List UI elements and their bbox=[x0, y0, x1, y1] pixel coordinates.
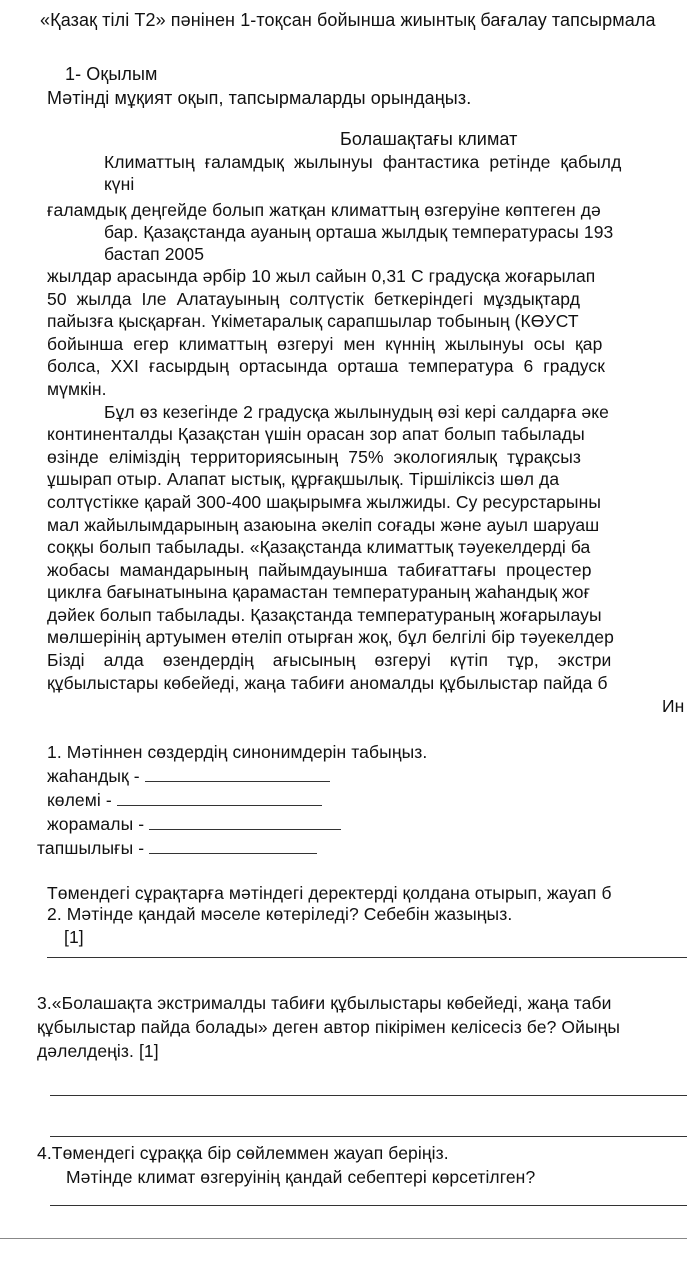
page-bottom-divider bbox=[0, 1238, 687, 1239]
q1-word bbox=[37, 837, 317, 859]
questions-intro: Төмендегі сұрақтарға мәтіндегі деректерді қолдана отырып, жауап б bbox=[47, 883, 612, 903]
text-line: Бұл өз кезегінде 2 градусқа жылынудың өзі кері салдарға әке bbox=[104, 402, 609, 422]
text-line: бастап 2005 bbox=[104, 244, 205, 264]
q3-answer-line[interactable] bbox=[50, 1136, 687, 1137]
answer-blank[interactable] bbox=[117, 789, 322, 806]
text-line: 50 жылда Іле Алатауының солтүстік беткеріндегі мұздықтард bbox=[47, 289, 581, 309]
q1-word-label: жорамалы - bbox=[47, 814, 145, 834]
text-line: мөлшерінің артуымен өтеліп отырған жоқ, бұл белгілі бір тәуекелдер bbox=[47, 627, 614, 647]
q4-prompt-line: Мәтінде климат өзгеруінің қандай себептері көрсетілген? bbox=[66, 1167, 536, 1187]
q3-answer-line[interactable] bbox=[50, 1095, 687, 1096]
q3-prompt-line: құбылыстар пайда болады» деген автор пікірімен келісесіз бе? Ойыңы bbox=[37, 1017, 621, 1037]
text-line: мүмкін. bbox=[47, 379, 107, 399]
q1-prompt: 1. Мәтіннен сөздердің синонимдерін табыңыз. bbox=[47, 742, 428, 762]
text-line: ұшырап отыр. Алапат ыстық, құрғақшылық. Тіршіліксіз шөл да bbox=[47, 469, 560, 489]
text-line: болса, ХХІ ғасырдың ортасында орташа температура 6 градуск bbox=[47, 356, 606, 376]
text-line: соққы болып табылады. «Қазақстанда климаттық тәуекелдерді ба bbox=[47, 537, 591, 557]
q1-word-label: тапшылығы - bbox=[37, 838, 145, 858]
text-line: пайызға қысқарған. Үкіметаралық сарапшылар тобының (КӨУСТ bbox=[47, 311, 579, 331]
text-line: ғаламдық деңгейде болып жатқан климаттың өзгеруіне көптеген дә bbox=[47, 200, 601, 220]
text-line: бойынша егер климаттың өзгеруі мен күннің жылынуы осы қар bbox=[47, 334, 603, 354]
text-line: бар. Қазақстанда ауаның орташа жылдық температурасы 193 bbox=[104, 222, 614, 242]
section-instruction: Мәтінді мұқият оқып, тапсырмаларды орындаңыз. bbox=[47, 88, 472, 108]
text-line: циклға бағынатынына қарамастан температураның жаһандық жоғ bbox=[47, 582, 591, 602]
answer-blank[interactable] bbox=[149, 813, 341, 830]
q1-word bbox=[47, 813, 341, 835]
q4-prompt-line: 4.Төмендегі сұраққа бір сөйлеммен жауап беріңіз. bbox=[37, 1143, 449, 1163]
text-line: жылдар арасында әрбір 10 жыл сайын 0,31 С градусқа жоғарылап bbox=[47, 266, 596, 286]
q3-prompt-line: 3.«Болашақта экстрималды табиғи құбылыстары көбейеді, жаңа таби bbox=[37, 993, 612, 1013]
text-line: жобасы мамандарының пайымдауынша табиғаттағы процестер bbox=[47, 560, 592, 580]
q3-prompt-line: дәлелдеңіз. [1] bbox=[37, 1041, 159, 1061]
q2-prompt: 2. Мәтінде қандай мәселе көтеріледі? Себебін жазыңыз. bbox=[47, 904, 513, 924]
answer-blank[interactable] bbox=[149, 837, 317, 854]
text-line: дәйек болып табылады. Қазақстанда температураның жоғарылауы bbox=[47, 605, 602, 625]
text-line: солтүстікке қарай 300-400 шақырымға жылжиды. Су ресурстарыны bbox=[47, 492, 602, 512]
text-line: мал жайылымдарының азаюына әкеліп соғады және ауыл шаруаш bbox=[47, 515, 600, 535]
section-number: 1- Оқылым bbox=[65, 64, 158, 84]
text-line: өзінде еліміздің территориясының 75% экологиялық тұрақсыз bbox=[47, 447, 582, 467]
text-line: Бізді алда өзендердің ағысының өзгеруі күтіп тұр, экстри bbox=[47, 650, 612, 670]
q2-answer-line[interactable] bbox=[47, 957, 687, 958]
text-line: континенталды Қазақстан үшін орасан зор апат болып табылады bbox=[47, 424, 585, 444]
answer-blank[interactable] bbox=[145, 765, 330, 782]
text-source: Ин bbox=[662, 696, 685, 716]
text-line: құбылыстары көбейеді, жаңа табиғи аномалды құбылыстар пайда б bbox=[47, 673, 608, 693]
text-line: күні bbox=[104, 174, 135, 194]
q1-word bbox=[47, 789, 322, 811]
text-title: Болашақтағы климат bbox=[340, 129, 518, 149]
q1-word-label: көлемі - bbox=[47, 790, 112, 810]
q2-score: [1] bbox=[64, 927, 84, 947]
document-header: «Қазақ тілі Т2» пәнінен 1-тоқсан бойынша жиынтық бағалау тапсырмала bbox=[40, 10, 656, 30]
q4-answer-line[interactable] bbox=[50, 1205, 687, 1206]
q1-word-label: жаһандық - bbox=[47, 766, 140, 786]
text-line: Климаттың ғаламдық жылынуы фантастика ретінде қабылд bbox=[104, 152, 622, 172]
q1-word bbox=[47, 765, 330, 787]
